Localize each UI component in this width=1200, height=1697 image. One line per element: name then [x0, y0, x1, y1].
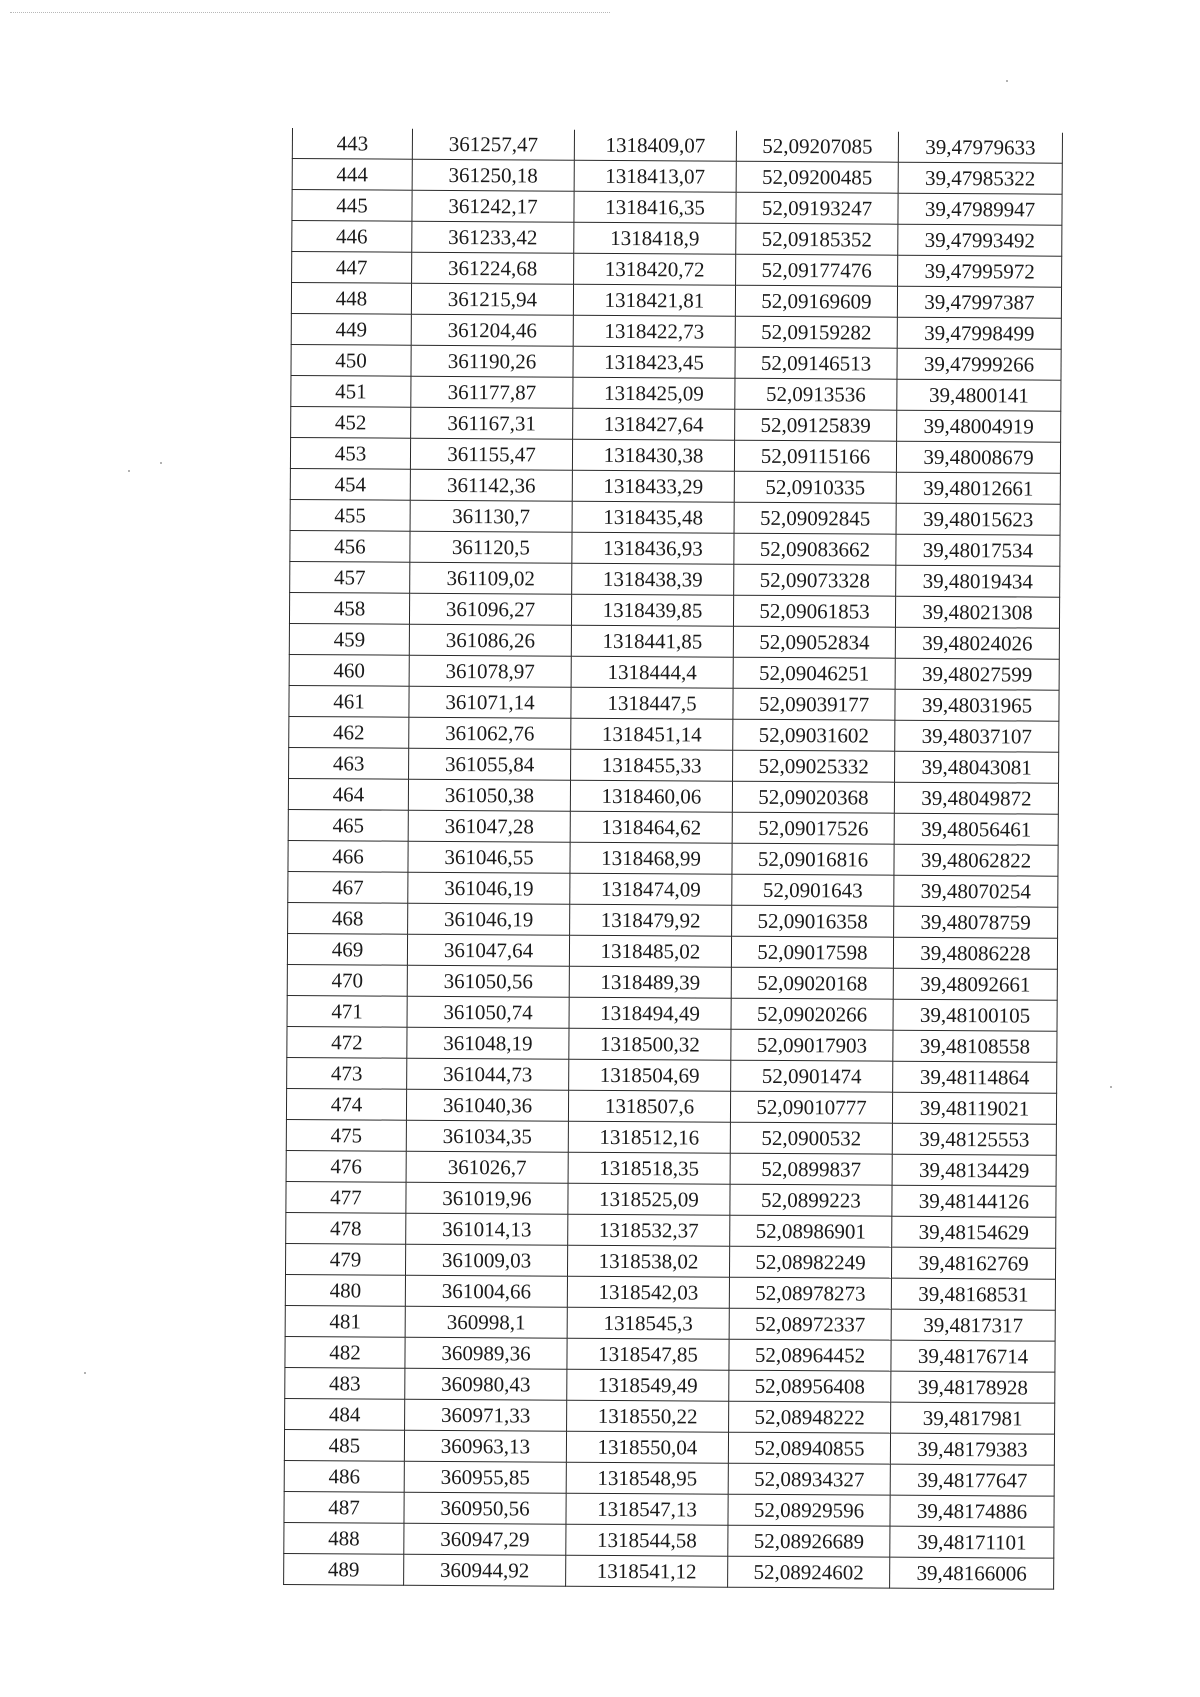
table-row [291, 406, 1061, 442]
table-row [287, 964, 1057, 1000]
x-coordinate-cell: 360998,1 [405, 1306, 567, 1338]
x-coordinate-cell: 361109,02 [410, 562, 572, 594]
x-coordinate-cell: 360944,92 [404, 1554, 566, 1586]
point-number-cell: 475 [286, 1119, 406, 1151]
y-coordinate-cell: 1318512,16 [568, 1121, 730, 1153]
x-coordinate-cell: 361242,17 [412, 190, 574, 222]
latitude-cell: 52,09031602 [733, 719, 895, 751]
latitude-cell: 52,09115166 [734, 440, 896, 472]
x-coordinate-cell: 361155,47 [410, 438, 572, 470]
latitude-cell: 52,08948222 [729, 1401, 891, 1433]
x-coordinate-cell: 361050,38 [408, 779, 570, 811]
longitude-cell: 39,48017534 [896, 534, 1060, 566]
longitude-cell: 39,48108558 [893, 1030, 1057, 1062]
y-coordinate-cell: 1318455,33 [571, 749, 733, 781]
x-coordinate-cell: 361046,19 [408, 872, 570, 904]
x-coordinate-cell: 360963,13 [404, 1430, 566, 1462]
point-number-cell: 452 [291, 406, 411, 438]
x-coordinate-cell: 361250,18 [412, 159, 574, 191]
coordinates-table [283, 128, 1063, 1590]
latitude-cell: 52,09025332 [733, 750, 895, 782]
scan-speck [1006, 80, 1008, 82]
latitude-cell: 52,09073328 [734, 564, 896, 596]
x-coordinate-cell: 361009,03 [405, 1244, 567, 1276]
x-coordinate-cell: 361177,87 [411, 376, 573, 408]
table-row [289, 685, 1059, 721]
y-coordinate-cell: 1318548,95 [566, 1462, 728, 1494]
longitude-cell: 39,48015623 [896, 503, 1060, 535]
y-coordinate-cell: 1318447,5 [571, 687, 733, 719]
x-coordinate-cell: 361204,46 [411, 314, 573, 346]
longitude-cell: 39,48168531 [891, 1278, 1055, 1310]
y-coordinate-cell: 1318416,35 [574, 191, 736, 223]
y-coordinate-cell: 1318518,35 [568, 1152, 730, 1184]
x-coordinate-cell: 361257,47 [412, 129, 574, 160]
latitude-cell: 52,08929596 [728, 1494, 890, 1526]
point-number-cell: 448 [291, 283, 411, 315]
x-coordinate-cell: 361071,14 [409, 686, 571, 718]
longitude-cell: 39,48056461 [894, 813, 1058, 845]
longitude-cell: 39,48070254 [894, 875, 1058, 907]
table-row [285, 1274, 1055, 1310]
point-number-cell: 468 [288, 902, 408, 934]
latitude-cell: 52,09017598 [731, 936, 893, 968]
latitude-cell: 52,09020168 [731, 967, 893, 999]
table-row [291, 313, 1061, 349]
point-number-cell: 476 [286, 1150, 406, 1182]
table-row [285, 1305, 1055, 1341]
latitude-cell: 52,08978273 [729, 1277, 891, 1309]
y-coordinate-cell: 1318433,29 [572, 470, 734, 502]
point-number-cell: 480 [285, 1274, 405, 1306]
longitude-cell: 39,48031965 [895, 689, 1059, 721]
longitude-cell: 39,48119021 [892, 1092, 1056, 1124]
latitude-cell: 52,09020266 [731, 998, 893, 1030]
y-coordinate-cell: 1318489,39 [569, 966, 731, 998]
table-row [287, 1026, 1057, 1062]
y-coordinate-cell: 1318547,13 [566, 1493, 728, 1525]
table-row [288, 809, 1058, 845]
y-coordinate-cell: 1318538,02 [567, 1245, 729, 1277]
latitude-cell: 52,08956408 [729, 1370, 891, 1402]
latitude-cell: 52,09169609 [735, 285, 897, 317]
y-coordinate-cell: 1318542,03 [567, 1276, 729, 1308]
longitude-cell: 39,4817981 [891, 1402, 1055, 1434]
longitude-cell: 39,48176714 [891, 1340, 1055, 1372]
y-coordinate-cell: 1318479,92 [570, 904, 732, 936]
point-number-cell: 451 [291, 375, 411, 407]
x-coordinate-cell: 361044,73 [407, 1058, 569, 1090]
longitude-cell: 39,48154629 [892, 1216, 1056, 1248]
table-row [291, 375, 1061, 411]
point-number-cell: 470 [287, 964, 407, 996]
point-number-cell: 467 [288, 871, 408, 903]
table-row [284, 1429, 1054, 1465]
x-coordinate-cell: 361224,68 [412, 252, 574, 284]
latitude-cell: 52,0901643 [732, 874, 894, 906]
x-coordinate-cell: 361046,55 [408, 841, 570, 873]
y-coordinate-cell: 1318418,9 [574, 222, 736, 254]
longitude-cell: 39,48008679 [896, 441, 1060, 473]
latitude-cell: 52,09185352 [736, 223, 898, 255]
point-number-cell: 450 [291, 344, 411, 376]
latitude-cell: 52,08964452 [729, 1339, 891, 1371]
point-number-cell: 446 [292, 221, 412, 253]
longitude-cell: 39,48086228 [893, 937, 1057, 969]
point-number-cell: 445 [292, 190, 412, 222]
longitude-cell: 39,4800141 [897, 379, 1061, 411]
x-coordinate-cell: 361048,19 [407, 1027, 569, 1059]
longitude-cell: 39,48162769 [891, 1247, 1055, 1279]
table-row [288, 778, 1058, 814]
y-coordinate-cell: 1318485,02 [569, 935, 731, 967]
longitude-cell: 39,48004919 [897, 410, 1061, 442]
x-coordinate-cell: 360955,85 [404, 1461, 566, 1493]
longitude-cell: 39,47995972 [898, 255, 1062, 287]
table-row [284, 1460, 1054, 1496]
x-coordinate-cell: 361167,31 [411, 407, 573, 439]
y-coordinate-cell: 1318460,06 [570, 780, 732, 812]
table-row [292, 128, 1062, 163]
x-coordinate-cell: 361019,96 [406, 1182, 568, 1214]
x-coordinate-cell: 361142,36 [410, 469, 572, 501]
point-number-cell: 469 [287, 933, 407, 965]
table-row [288, 871, 1058, 907]
point-number-cell: 484 [285, 1398, 405, 1430]
longitude-cell: 39,4817317 [891, 1309, 1055, 1341]
latitude-cell: 52,09207085 [736, 131, 898, 162]
longitude-cell: 39,48092661 [893, 968, 1057, 1000]
table-row [285, 1367, 1055, 1403]
y-coordinate-cell: 1318425,09 [573, 377, 735, 409]
x-coordinate-cell: 360950,56 [404, 1492, 566, 1524]
y-coordinate-cell: 1318549,49 [567, 1369, 729, 1401]
point-number-cell: 471 [287, 995, 407, 1027]
y-coordinate-cell: 1318430,38 [572, 439, 734, 471]
latitude-cell: 52,09159282 [735, 316, 897, 348]
y-coordinate-cell: 1318421,81 [573, 284, 735, 316]
table-row [291, 283, 1061, 319]
table-row [285, 1398, 1055, 1434]
latitude-cell: 52,08972337 [729, 1308, 891, 1340]
y-coordinate-cell: 1318423,45 [573, 346, 735, 378]
table-row [291, 344, 1061, 380]
point-number-cell: 463 [289, 747, 409, 779]
y-coordinate-cell: 1318474,09 [570, 873, 732, 905]
y-coordinate-cell: 1318550,04 [566, 1431, 728, 1463]
scan-speck [1110, 1086, 1112, 1088]
latitude-cell: 52,08982249 [729, 1246, 891, 1278]
longitude-cell: 39,48177647 [890, 1464, 1054, 1496]
latitude-cell: 52,09046251 [733, 657, 895, 689]
x-coordinate-cell: 360971,33 [405, 1399, 567, 1431]
point-number-cell: 457 [290, 561, 410, 593]
y-coordinate-cell: 1318427,64 [573, 408, 735, 440]
point-number-cell: 478 [286, 1212, 406, 1244]
y-coordinate-cell: 1318525,09 [568, 1183, 730, 1215]
longitude-cell: 39,48027599 [895, 658, 1059, 690]
longitude-cell: 39,48174886 [890, 1495, 1054, 1527]
longitude-cell: 39,48171101 [890, 1526, 1054, 1558]
y-coordinate-cell: 1318494,49 [569, 997, 731, 1029]
table-row [286, 1119, 1056, 1155]
latitude-cell: 52,0901474 [731, 1060, 893, 1092]
coordinates-table-container [283, 128, 1062, 1590]
point-number-cell: 481 [285, 1305, 405, 1337]
table-row [286, 1181, 1056, 1217]
table-row [292, 190, 1062, 226]
longitude-cell: 39,48144126 [892, 1185, 1056, 1217]
y-coordinate-cell: 1318436,93 [572, 532, 734, 564]
longitude-cell: 39,48100105 [893, 999, 1057, 1031]
table-row [288, 902, 1058, 938]
y-coordinate-cell: 1318504,69 [569, 1059, 731, 1091]
longitude-cell: 39,47979633 [898, 132, 1062, 164]
table-row [285, 1243, 1055, 1279]
longitude-cell: 39,47985322 [898, 162, 1062, 194]
point-number-cell: 453 [290, 437, 410, 469]
x-coordinate-cell: 361050,56 [407, 965, 569, 997]
x-coordinate-cell: 361047,28 [408, 810, 570, 842]
latitude-cell: 52,09016816 [732, 843, 894, 875]
x-coordinate-cell: 361233,42 [412, 221, 574, 253]
point-number-cell: 488 [284, 1522, 404, 1554]
latitude-cell: 52,09052834 [733, 626, 895, 658]
latitude-cell: 52,08940855 [728, 1432, 890, 1464]
latitude-cell: 52,0910335 [734, 471, 896, 503]
x-coordinate-cell: 361050,74 [407, 996, 569, 1028]
table-row [287, 995, 1057, 1031]
latitude-cell: 52,08934327 [728, 1463, 890, 1495]
point-number-cell: 465 [288, 809, 408, 841]
point-number-cell: 459 [289, 623, 409, 655]
y-coordinate-cell: 1318550,22 [567, 1400, 729, 1432]
latitude-cell: 52,09017903 [731, 1029, 893, 1061]
x-coordinate-cell: 360947,29 [404, 1523, 566, 1555]
y-coordinate-cell: 1318500,32 [569, 1028, 731, 1060]
y-coordinate-cell: 1318444,4 [571, 656, 733, 688]
longitude-cell: 39,48062822 [894, 844, 1058, 876]
latitude-cell: 52,08986901 [730, 1215, 892, 1247]
table-row [292, 252, 1062, 288]
y-coordinate-cell: 1318507,6 [568, 1090, 730, 1122]
latitude-cell: 52,09092845 [734, 502, 896, 534]
latitude-cell: 52,09125839 [735, 409, 897, 441]
y-coordinate-cell: 1318413,07 [574, 160, 736, 192]
table-row [287, 933, 1057, 969]
table-row [290, 530, 1060, 566]
longitude-cell: 39,48125553 [892, 1123, 1056, 1155]
longitude-cell: 39,47993492 [898, 224, 1062, 256]
y-coordinate-cell: 1318420,72 [574, 253, 736, 285]
coordinates-table-body [284, 128, 1063, 1589]
longitude-cell: 39,48179383 [890, 1433, 1054, 1465]
scan-speck [160, 462, 162, 464]
table-row [292, 221, 1062, 257]
point-number-cell: 461 [289, 685, 409, 717]
point-number-cell: 472 [287, 1026, 407, 1058]
table-row [290, 468, 1060, 504]
latitude-cell: 52,09017526 [732, 812, 894, 844]
point-number-cell: 464 [288, 778, 408, 810]
point-number-cell: 462 [289, 716, 409, 748]
y-coordinate-cell: 1318464,62 [570, 811, 732, 843]
x-coordinate-cell: 361215,94 [411, 283, 573, 315]
y-coordinate-cell: 1318438,39 [572, 563, 734, 595]
table-row [290, 437, 1060, 473]
y-coordinate-cell: 1318545,3 [567, 1307, 729, 1339]
table-row [286, 1150, 1056, 1186]
x-coordinate-cell: 361078,97 [409, 655, 571, 687]
latitude-cell: 52,09061853 [733, 595, 895, 627]
table-row [289, 747, 1059, 783]
x-coordinate-cell: 361190,26 [411, 345, 573, 377]
table-row [284, 1491, 1054, 1527]
longitude-cell: 39,48134429 [892, 1154, 1056, 1186]
table-row [289, 654, 1059, 690]
y-coordinate-cell: 1318435,48 [572, 501, 734, 533]
latitude-cell: 52,09039177 [733, 688, 895, 720]
x-coordinate-cell: 361034,35 [406, 1120, 568, 1152]
table-row [288, 840, 1058, 876]
latitude-cell: 52,09177476 [736, 254, 898, 286]
y-coordinate-cell: 1318544,58 [566, 1524, 728, 1556]
point-number-cell: 479 [285, 1243, 405, 1275]
point-number-cell: 444 [292, 159, 412, 191]
scan-speck [128, 470, 130, 472]
longitude-cell: 39,48024026 [895, 627, 1059, 659]
x-coordinate-cell: 361096,27 [409, 593, 571, 625]
longitude-cell: 39,48019434 [896, 565, 1060, 597]
y-coordinate-cell: 1318439,85 [571, 594, 733, 626]
table-row [290, 499, 1060, 535]
longitude-cell: 39,48012661 [896, 472, 1060, 504]
latitude-cell: 52,08924602 [728, 1556, 890, 1588]
x-coordinate-cell: 361086,26 [409, 624, 571, 656]
point-number-cell: 454 [290, 468, 410, 500]
point-number-cell: 456 [290, 530, 410, 562]
x-coordinate-cell: 361004,66 [405, 1275, 567, 1307]
longitude-cell: 39,48166006 [890, 1557, 1054, 1589]
x-coordinate-cell: 361062,76 [409, 717, 571, 749]
y-coordinate-cell: 1318468,99 [570, 842, 732, 874]
latitude-cell: 52,08926689 [728, 1525, 890, 1557]
table-row [284, 1553, 1054, 1589]
longitude-cell: 39,48037107 [895, 720, 1059, 752]
y-coordinate-cell: 1318409,07 [574, 130, 736, 161]
table-row [284, 1522, 1054, 1558]
latitude-cell: 52,09020368 [732, 781, 894, 813]
x-coordinate-cell: 360980,43 [405, 1368, 567, 1400]
table-row [292, 159, 1062, 195]
point-number-cell: 443 [292, 128, 412, 159]
y-coordinate-cell: 1318451,14 [571, 718, 733, 750]
point-number-cell: 449 [291, 313, 411, 345]
latitude-cell: 52,09010777 [730, 1091, 892, 1123]
longitude-cell: 39,48078759 [894, 906, 1058, 938]
table-row [286, 1088, 1056, 1124]
longitude-cell: 39,48049872 [894, 782, 1058, 814]
latitude-cell: 52,09083662 [734, 533, 896, 565]
longitude-cell: 39,47999266 [897, 348, 1061, 380]
x-coordinate-cell: 360989,36 [405, 1337, 567, 1369]
point-number-cell: 447 [292, 252, 412, 284]
longitude-cell: 39,48021308 [895, 596, 1059, 628]
x-coordinate-cell: 361130,7 [410, 500, 572, 532]
latitude-cell: 52,09193247 [736, 192, 898, 224]
point-number-cell: 477 [286, 1181, 406, 1213]
longitude-cell: 39,47989947 [898, 193, 1062, 225]
longitude-cell: 39,48043081 [895, 751, 1059, 783]
point-number-cell: 483 [285, 1367, 405, 1399]
x-coordinate-cell: 361047,64 [407, 934, 569, 966]
y-coordinate-cell: 1318441,85 [571, 625, 733, 657]
scan-speck [84, 1372, 86, 1374]
point-number-cell: 474 [286, 1088, 406, 1120]
longitude-cell: 39,47998499 [897, 317, 1061, 349]
y-coordinate-cell: 1318541,12 [566, 1555, 728, 1587]
scan-artifact-line [10, 12, 610, 13]
x-coordinate-cell: 361120,5 [410, 531, 572, 563]
latitude-cell: 52,0899837 [730, 1153, 892, 1185]
x-coordinate-cell: 361055,84 [409, 748, 571, 780]
longitude-cell: 39,47997387 [897, 286, 1061, 318]
y-coordinate-cell: 1318532,37 [568, 1214, 730, 1246]
x-coordinate-cell: 361046,19 [408, 903, 570, 935]
point-number-cell: 458 [289, 592, 409, 624]
table-row [290, 561, 1060, 597]
y-coordinate-cell: 1318422,73 [573, 315, 735, 347]
latitude-cell: 52,0900532 [730, 1122, 892, 1154]
y-coordinate-cell: 1318547,85 [567, 1338, 729, 1370]
table-row [289, 592, 1059, 628]
latitude-cell: 52,09146513 [735, 347, 897, 379]
point-number-cell: 487 [284, 1491, 404, 1523]
table-row [289, 716, 1059, 752]
point-number-cell: 473 [287, 1057, 407, 1089]
point-number-cell: 486 [284, 1460, 404, 1492]
point-number-cell: 489 [284, 1553, 404, 1585]
x-coordinate-cell: 361040,36 [406, 1089, 568, 1121]
point-number-cell: 482 [285, 1336, 405, 1368]
latitude-cell: 52,09200485 [736, 161, 898, 193]
latitude-cell: 52,0913536 [735, 378, 897, 410]
table-row [289, 623, 1059, 659]
longitude-cell: 39,48114864 [893, 1061, 1057, 1093]
point-number-cell: 460 [289, 654, 409, 686]
point-number-cell: 466 [288, 840, 408, 872]
table-row [285, 1336, 1055, 1372]
table-row [287, 1057, 1057, 1093]
table-row [286, 1212, 1056, 1248]
point-number-cell: 455 [290, 499, 410, 531]
x-coordinate-cell: 361026,7 [406, 1151, 568, 1183]
latitude-cell: 52,0899223 [730, 1184, 892, 1216]
point-number-cell: 485 [284, 1429, 404, 1461]
latitude-cell: 52,09016358 [732, 905, 894, 937]
x-coordinate-cell: 361014,13 [406, 1213, 568, 1245]
longitude-cell: 39,48178928 [891, 1371, 1055, 1403]
